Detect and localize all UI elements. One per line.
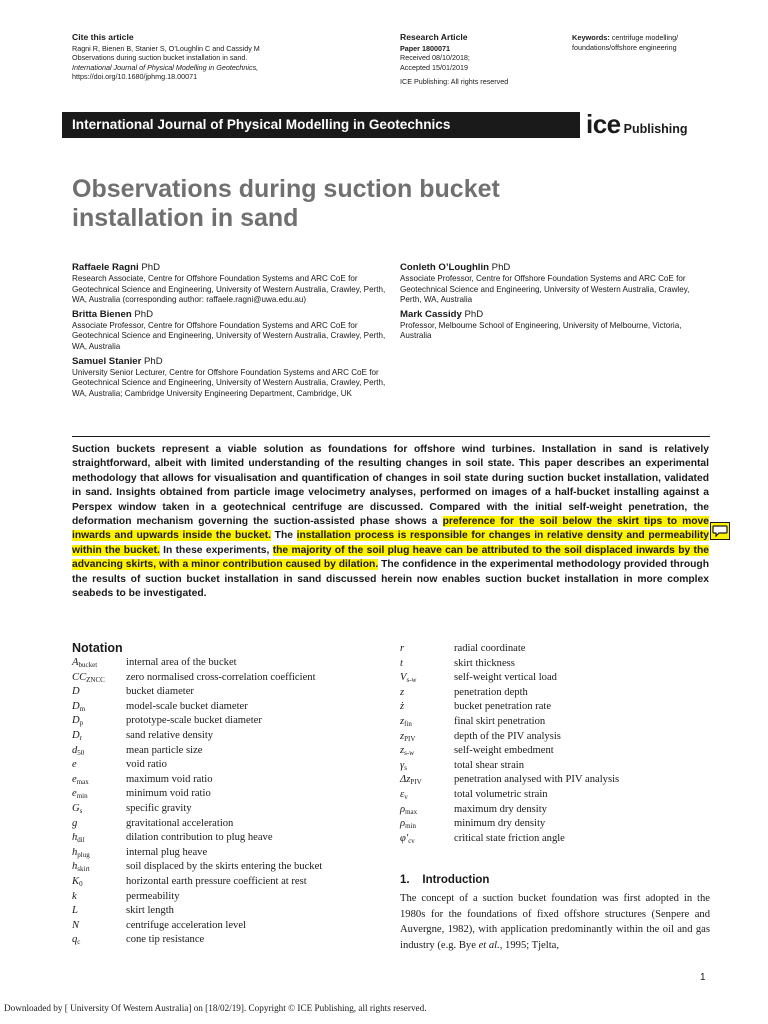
cite-line: International Journal of Physical Modelling in Geotechnics,	[72, 62, 259, 72]
notation-symbol-main: h	[72, 861, 78, 873]
notation-description: bucket penetration rate	[454, 701, 552, 713]
abstract-text: The confidence in the experimental methodology provided through the results of suction bucket installation in sand discussed herein now enables suction bucket installation in more complex seabeds to be investigated.	[72, 559, 709, 600]
keywords-line: foundations/offshore engineering	[572, 42, 677, 52]
notation-symbol	[400, 701, 404, 713]
author	[400, 309, 710, 342]
abstract	[72, 443, 709, 601]
notation-symbol	[400, 687, 404, 699]
notation-description: internal plug heave	[126, 846, 208, 858]
publisher-logo-sub: Publishing	[623, 122, 688, 136]
notation-symbol-subscript: PIV	[410, 778, 422, 787]
abstract-divider	[72, 436, 710, 437]
received-date: Received 08/10/2018;	[400, 53, 470, 63]
notation-symbol-main: d	[72, 744, 78, 756]
notation-description: minimum void ratio	[126, 788, 211, 800]
article-type: Research Article	[400, 32, 468, 42]
notation-symbol-main: z	[400, 730, 405, 742]
notation-symbol-main: z	[400, 745, 405, 757]
notation-symbol	[400, 789, 408, 803]
notation-symbol	[72, 803, 82, 817]
notation-symbol-main: e	[72, 759, 77, 771]
publisher-logo	[586, 109, 688, 139]
author	[400, 262, 710, 306]
abstract-highlight[interactable]: preference for the soil below the skirt tips to move inwards and upwards inside the bucket.	[72, 516, 709, 542]
notation-symbol	[72, 818, 77, 830]
notation-symbol-subscript: ZNCC	[86, 675, 105, 684]
abstract-text: In these experiments,	[159, 544, 273, 556]
notation-symbol-subscript: v	[404, 793, 408, 801]
notation-symbol	[400, 643, 404, 655]
abstract-text: The	[271, 530, 297, 542]
notation-symbol	[72, 788, 88, 802]
notation-description: self-weight embedment	[454, 745, 554, 757]
notation-symbol-subscript: s	[79, 807, 83, 815]
accepted-date: Accepted 15/01/2019	[400, 62, 468, 72]
section-number: 1.	[400, 874, 410, 886]
notation-symbol	[72, 847, 90, 861]
author-name: Mark Cassidy	[400, 308, 462, 320]
notation-description: horizontal earth pressure coefficient at rest	[126, 876, 307, 887]
notation-description: permeability	[126, 890, 180, 902]
section-heading	[400, 874, 489, 886]
notation-symbol-main: K	[72, 876, 80, 887]
notation-symbol-subscript: dil	[77, 836, 85, 845]
journal-name: International Journal of Physical Modelling in Geotechnics	[72, 117, 451, 132]
notation-description: skirt length	[126, 905, 174, 917]
intro-text-part: et al.	[478, 939, 500, 951]
notation-symbol	[400, 672, 417, 686]
notation-symbol-subscript: fin	[404, 720, 412, 728]
cite-doi-link[interactable]: https://doi.org/10.1680/jphmg.18.00071	[72, 72, 198, 82]
notation-description: minimum dry density	[454, 818, 546, 830]
notation-description: final skirt penetration	[454, 716, 546, 727]
notation-symbol-main: ρ	[400, 818, 406, 830]
notation-symbol-main: q	[72, 934, 78, 946]
notation-description: skirt thickness	[454, 657, 515, 669]
notation-description: maximum dry density	[454, 803, 547, 815]
notation-description: void ratio	[126, 759, 167, 771]
notation-description: mean particle size	[126, 744, 203, 756]
notation-symbol-main: g	[72, 817, 78, 829]
rights-statement: ICE Publishing: All rights reserved	[400, 77, 509, 87]
notation-description: penetration analysed with PIV analysis	[454, 774, 620, 786]
notation-symbol	[72, 686, 80, 698]
author-degree: PhD	[491, 262, 511, 273]
notation-symbol-subscript: 0	[79, 880, 83, 888]
notation-description: radial coordinate	[454, 643, 526, 654]
notation-description: dilation contribution to plug heave	[126, 832, 273, 844]
section-title: Introduction	[422, 874, 490, 886]
notation-symbol-subscript: max	[76, 777, 89, 786]
author-name: Raffaele Ragni	[72, 262, 139, 273]
notation-symbol-subscript: min	[76, 792, 88, 801]
notation-symbol-subscript: s-w	[406, 676, 417, 685]
cite-block	[72, 33, 372, 82]
author	[72, 356, 388, 400]
notation-symbol-main: D	[72, 686, 80, 698]
notation-symbol	[72, 934, 80, 948]
notation-symbol-subscript: r	[79, 734, 82, 742]
notation-symbol-main: D	[72, 700, 80, 712]
notation-symbol-main: γ	[400, 759, 405, 771]
author-degree: PhD	[144, 355, 163, 367]
paper-title: Observations during suction bucket installation in sand	[72, 175, 500, 232]
notation-description: penetration depth	[454, 686, 528, 698]
notation-symbol-main: A	[72, 657, 79, 668]
notation-title: Notation	[72, 641, 123, 655]
notation-description: centrifuge acceleration level	[126, 919, 246, 931]
notation-description: zero normalised cross-correlation coefficient	[126, 671, 316, 683]
author-affiliation: Professor, Melbourne School of Engineering, University of Melbourne, Victoria, Australia	[400, 320, 682, 341]
notation-description: specific gravity	[126, 803, 192, 814]
publisher-logo-main: ice	[586, 109, 621, 139]
notation-symbol-subscript: s	[404, 763, 407, 772]
notation-symbol-main: z	[400, 686, 405, 698]
paper-number: Paper 1800071	[400, 43, 450, 53]
notation-symbol	[400, 760, 407, 774]
article-info	[400, 33, 560, 87]
notation-symbol-main: e	[72, 788, 77, 800]
notation-description: maximum void ratio	[126, 773, 213, 785]
notation-symbol	[72, 657, 97, 671]
notation-symbol-main: V	[400, 672, 407, 684]
author-affiliation: Research Associate, Centre for Offshore Foundation Systems and ARC CoE for Geotechnical Science and Engineering, University of Western Australia, Crawley, Perth, WA, Australia (corresponding author: raffaele.ragni@uwa.edu.au)	[72, 274, 386, 305]
notation-description: gravitational acceleration	[126, 817, 234, 829]
notation-symbol-subscript: min	[405, 822, 416, 831]
notation-symbol-main: D	[72, 715, 80, 727]
notation-symbol	[72, 701, 85, 715]
notation-symbol	[400, 774, 422, 788]
notation-symbol	[400, 658, 403, 670]
notation-symbol	[72, 745, 84, 759]
authors-left	[72, 262, 388, 402]
notation-description: soil displaced by the skirts entering the bucket	[126, 861, 323, 873]
notation-symbol-main: ε	[400, 789, 405, 800]
notation-symbol	[72, 861, 90, 875]
abstract-highlight[interactable]: installation process is responsible for changes in relative density and permeability within the bucket.	[72, 530, 709, 556]
intro-text-part: , 1995; Tjelta,	[499, 939, 559, 951]
keywords-line: centrifuge modelling/	[611, 33, 679, 42]
authors-right	[400, 262, 710, 345]
author-affiliation: Associate Professor, Centre for Offshore Foundation Systems and ARC CoE for Geotechnical Science and Engineering, University of Western Australia, Crawley, Perth, WA, Australia	[72, 320, 386, 351]
notation-symbol-main: D	[72, 730, 80, 741]
abstract-text: Suction buckets represent a viable solution as foundations for offshore wind turbines. Installation in sand is relatively straightforward, albeit with limited understanding of the resulting changes in soil state. This paper describes an experimental methodology that allows for visualisation and quantification of changes in soil state during suction bucket installation, validated in sand. Insights obtained from particle image velocimetry analyses, performed on images of a half-bucket installing against a Perspex window taken in a geotechnical centrifuge are discussed. Compared with the initial self-weight penetration, the deformation mechanism governing the suction-assisted phase shows a	[72, 444, 709, 528]
author	[72, 309, 388, 353]
notation-description: internal area of the bucket	[126, 657, 237, 668]
notation-symbol-subscript: plug	[77, 850, 90, 859]
notation-symbol-main: φ′	[400, 832, 409, 844]
notation-symbol-main: k	[72, 890, 77, 902]
notation-description: self-weight vertical load	[454, 672, 557, 684]
notation-symbol	[72, 905, 78, 917]
notation-symbol	[72, 876, 83, 890]
comment-note-icon[interactable]	[710, 522, 730, 540]
notation-symbol-subscript: c	[77, 938, 81, 947]
notation-symbol-main: ż	[400, 701, 405, 713]
notation-symbol-main: N	[72, 919, 80, 931]
author-name: Britta Bienen	[72, 308, 132, 320]
notation-description: total shear strain	[454, 759, 525, 771]
notation-symbol-main: e	[72, 773, 77, 785]
notation-symbol	[72, 891, 77, 903]
notation-symbol	[400, 833, 415, 847]
notation-symbol-main: r	[400, 643, 405, 654]
author-degree: PhD	[464, 308, 484, 320]
notation-symbol-main: ρ	[400, 803, 406, 815]
page-number: 1	[700, 972, 706, 983]
notation-symbol-main: L	[72, 905, 78, 917]
notation-symbol-subscript: PIV	[404, 734, 416, 743]
notation-symbol-main: t	[400, 657, 403, 669]
cite-title: Cite this article	[72, 32, 134, 42]
notation-symbol-subscript: cv	[408, 836, 415, 845]
author-name: Conleth O’Loughlin	[400, 262, 489, 273]
notation-symbol-main: h	[72, 832, 78, 844]
notation-symbol	[400, 804, 417, 818]
notation-description: total volumetric strain	[454, 789, 548, 800]
author-affiliation: University Senior Lecturer, Centre for Offshore Foundation Systems and ARC CoE for Geotechnical Science and Engineering, University of Western Australia, Crawley, Perth, WA, Australia; Cambridge University Engineering Department, Cambridge, UK	[72, 367, 386, 398]
keywords-label: Keywords:	[572, 33, 610, 42]
author-name: Samuel Stanier	[72, 355, 142, 367]
author-affiliation: Associate Professor, Centre for Offshore Foundation Systems and ARC CoE for Geotechnical Science and Engineering, University of Western Australia, Crawley, Perth, WA, Australia	[400, 274, 690, 305]
intro-text-part: The concept of a suction bucket foundation was first adopted in the 1980s for the foundations of fixed offshore structures (Senpere and Auvergne, 1982), with application predominantly within the oil and gas industry (e.g. Bye	[400, 893, 710, 951]
notation-symbol-main: h	[72, 846, 78, 858]
abstract-highlight[interactable]: the majority of the soil plug heave can be attributed to the soil displaced inwards by the advancing skirts, with a minor contribution caused by dilation.	[72, 544, 709, 571]
download-footer: Downloaded by [ University Of Western Australia] on [18/02/19]. Copyright © ICE Publishing, all rights reserved.	[4, 1003, 427, 1013]
notation-symbol-subscript: bucket	[78, 661, 98, 669]
notation-symbol-subscript: max	[405, 807, 418, 816]
notation-symbol	[400, 731, 415, 745]
author-degree: PhD	[141, 262, 160, 273]
notation-symbol-subscript: skirt	[77, 865, 90, 874]
notation-symbol-subscript: m	[79, 704, 86, 713]
notation-symbol-subscript: s-w	[404, 749, 415, 758]
notation-description: bucket diameter	[126, 686, 194, 698]
keywords	[572, 33, 732, 52]
cite-line: Ragni R, Bienen B, Stanier S, O’Loughlin C and Cassidy M	[72, 43, 260, 53]
notation-symbol	[72, 832, 85, 846]
author-degree: PhD	[134, 308, 154, 320]
notation-symbol	[72, 672, 105, 686]
notation-symbol	[72, 774, 89, 788]
notation-symbol-subscript: p	[79, 719, 84, 728]
notation-symbol	[400, 745, 414, 759]
notation-symbol	[72, 759, 77, 771]
notation-description: model-scale bucket diameter	[126, 700, 248, 712]
notation-description: depth of the PIV analysis	[454, 730, 561, 742]
notation-description: critical state friction angle	[454, 832, 565, 844]
notation-symbol-main: G	[72, 803, 80, 814]
notation-symbol	[400, 818, 416, 832]
notation-symbol	[400, 716, 412, 730]
notation-description: prototype-scale bucket diameter	[126, 715, 262, 727]
notation-description: cone tip resistance	[126, 934, 205, 946]
notation-symbol-main: CC	[72, 671, 87, 683]
notation-symbol	[72, 715, 83, 729]
notation-symbol-main: Δz	[400, 774, 411, 786]
notation-symbol-subscript: 50	[77, 748, 85, 757]
introduction-text	[400, 891, 710, 953]
notation-symbol	[72, 730, 82, 744]
notation-symbol-main: z	[400, 716, 405, 727]
author	[72, 262, 388, 306]
notation-description: sand relative density	[126, 730, 214, 741]
notation-symbol	[72, 920, 79, 932]
cite-line: Observations during suction bucket installation in sand.	[72, 53, 248, 63]
